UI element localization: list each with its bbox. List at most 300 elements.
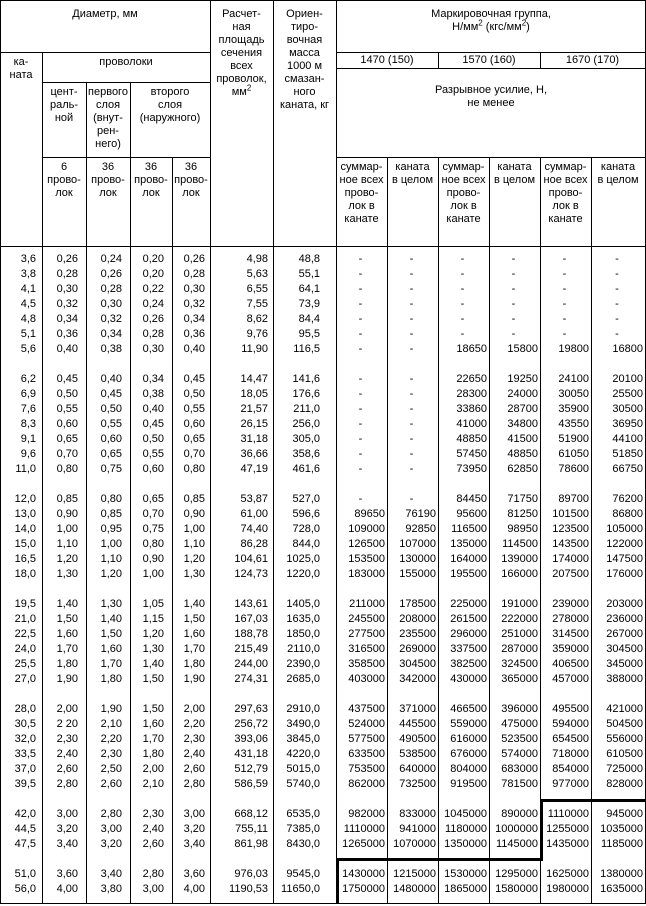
- table-cell: 256,0: [292, 418, 320, 430]
- table-cell: 208000: [399, 613, 436, 625]
- table-cell: 304500: [606, 643, 643, 655]
- table-cell: -: [562, 298, 567, 310]
- table-cell: 1185000: [600, 838, 643, 850]
- table-cell: -: [460, 268, 465, 280]
- table-cell: 1,30: [142, 643, 164, 655]
- table-cell: 5,6: [20, 343, 36, 355]
- table-cell: -: [409, 298, 414, 310]
- table-cell: 2 20: [56, 718, 78, 730]
- table-cell: 594000: [552, 718, 589, 730]
- table-cell: 2,40: [142, 823, 164, 835]
- header-wire-count: 36 прово- лок: [134, 161, 168, 199]
- table-cell: 21,57: [240, 403, 268, 415]
- table-cell: -: [358, 373, 363, 385]
- table-cell: 1070000: [393, 838, 436, 850]
- table-cell: 9545,0: [286, 868, 320, 880]
- table-cell: 0,34: [100, 328, 122, 340]
- table-cell: 559000: [450, 718, 487, 730]
- table-cell: 0,55: [56, 403, 78, 415]
- header-sum-all: суммар- ное всех прово- лок в канате: [441, 161, 486, 225]
- table-cell: 0,90: [183, 508, 205, 520]
- table-cell: 57450: [456, 448, 487, 460]
- table-cell: 0,36: [183, 328, 205, 340]
- table-cell: 919500: [450, 778, 487, 790]
- header-rule: [0, 52, 210, 53]
- table-cell: 725000: [606, 763, 643, 775]
- table-cell: 1435000: [546, 838, 589, 850]
- table-cell: 577500: [348, 733, 385, 745]
- table-cell: 0,90: [56, 508, 78, 520]
- table-cell: 267000: [606, 628, 643, 640]
- table-cell: 95600: [456, 508, 487, 520]
- table-cell: 18,0: [14, 568, 36, 580]
- table-cell: 382500: [450, 658, 487, 670]
- table-cell: 0,28: [142, 328, 164, 340]
- table-cell: 431,18: [234, 748, 268, 760]
- table-cell: -: [409, 328, 414, 340]
- header-wire-count: 36 прово- лок: [174, 161, 208, 199]
- table-cell: 0,28: [183, 268, 205, 280]
- table-cell: -: [358, 283, 363, 295]
- table-cell: 941000: [399, 823, 436, 835]
- table-cell: 574000: [501, 748, 538, 760]
- table-cell: 0,95: [100, 523, 122, 535]
- table-cell: 523500: [501, 733, 538, 745]
- table-cell: 44100: [612, 433, 643, 445]
- table-cell: 596,6: [292, 508, 320, 520]
- table-cell: -: [615, 268, 619, 280]
- table-cell: 1255000: [546, 823, 589, 835]
- table-cell: 78600: [558, 463, 589, 475]
- table-cell: 406500: [552, 658, 589, 670]
- table-cell: 0,22: [142, 283, 164, 295]
- table-cell: -: [358, 268, 363, 280]
- table-cell: 304500: [399, 658, 436, 670]
- table-cell: 1,00: [142, 568, 164, 580]
- header-rule: [336, 157, 646, 158]
- table-cell: -: [615, 298, 619, 310]
- table-cell: 176,6: [292, 388, 320, 400]
- table-cell: 504500: [606, 718, 643, 730]
- table-cell: 1180000: [444, 823, 487, 835]
- table-cell: 0,45: [142, 418, 164, 430]
- table-cell: 1750000: [342, 883, 385, 895]
- header-grade-1470: 1470 (150): [360, 54, 414, 66]
- table-cell: 0,75: [142, 523, 164, 535]
- table-cell: 0,50: [56, 388, 78, 400]
- table-cell: 2,60: [56, 763, 78, 775]
- table-cell: 24,0: [14, 643, 36, 655]
- table-cell: 1,50: [100, 628, 122, 640]
- table-cell: 683000: [501, 763, 538, 775]
- table-cell: 166000: [501, 568, 538, 580]
- table-cell: 982000: [348, 808, 385, 820]
- header-rule: [42, 157, 210, 158]
- table-cell: 9,1: [20, 433, 36, 445]
- table-cell: 396000: [501, 703, 538, 715]
- table-cell: 862000: [348, 778, 385, 790]
- table-cell: 0,75: [100, 463, 122, 475]
- table-cell: 640000: [399, 763, 436, 775]
- table-cell: 20100: [612, 373, 643, 385]
- table-cell: 2,20: [183, 718, 205, 730]
- table-cell: 0,30: [56, 283, 78, 295]
- table-cell: 316500: [348, 643, 385, 655]
- table-cell: 1530000: [444, 868, 487, 880]
- table-cell: 14,47: [240, 373, 268, 385]
- table-cell: -: [409, 418, 414, 430]
- table-cell: 610500: [606, 748, 643, 760]
- table-cell: 1,00: [56, 523, 78, 535]
- table-cell: 2,80: [142, 868, 164, 880]
- table-cell: 174000: [552, 553, 589, 565]
- table-cell: 1,90: [100, 703, 122, 715]
- table-cell: 66750: [612, 463, 643, 475]
- table-cell: 1220,0: [286, 568, 320, 580]
- header-first-layer: первого слоя (внут- рен- него): [88, 86, 128, 150]
- table-cell: 178500: [399, 598, 436, 610]
- table-cell: 1295000: [495, 868, 538, 880]
- table-cell: -: [460, 313, 465, 325]
- table-cell: 2910,0: [286, 703, 320, 715]
- table-cell: 586,59: [234, 778, 268, 790]
- table-cell: 4,1: [20, 283, 36, 295]
- table-cell: 3,6: [20, 253, 36, 265]
- table-cell: 6535,0: [286, 808, 320, 820]
- table-cell: 278000: [552, 613, 589, 625]
- table-cell: 143500: [552, 538, 589, 550]
- table-cell: 76200: [612, 493, 643, 505]
- table-cell: 30500: [612, 403, 643, 415]
- table-cell: 3,40: [183, 838, 205, 850]
- header-rope-whole: каната в целом: [493, 161, 536, 186]
- table-cell: -: [460, 328, 465, 340]
- table-cell: 490500: [399, 733, 436, 745]
- table-cell: 30,5: [14, 718, 36, 730]
- table-cell: 1635000: [600, 883, 643, 895]
- table-cell: 1,30: [56, 568, 78, 580]
- table-cell: 176000: [606, 568, 643, 580]
- table-cell: 0,26: [142, 313, 164, 325]
- table-cell: 15800: [507, 343, 538, 355]
- table-cell: 1265000: [342, 838, 385, 850]
- table-cell: 1,30: [183, 568, 205, 580]
- table-cell: 8430,0: [286, 838, 320, 850]
- table-cell: 211,0: [293, 403, 320, 415]
- header-wire-count: 36 прово- лок: [91, 161, 125, 199]
- table-cell: -: [409, 388, 414, 400]
- table-cell: 359000: [552, 643, 589, 655]
- table-cell: 109000: [348, 523, 385, 535]
- table-cell: 1,90: [183, 673, 205, 685]
- table-cell: 104,61: [234, 553, 268, 565]
- table-cell: 36,66: [240, 448, 268, 460]
- table-cell: 1430000: [342, 868, 385, 880]
- table-cell: 305,0: [292, 433, 320, 445]
- table-cell: 342000: [399, 673, 436, 685]
- table-cell: 0,24: [100, 253, 122, 265]
- table-cell: 0,40: [56, 343, 78, 355]
- table-cell: -: [358, 493, 363, 505]
- table-cell: 0,40: [183, 343, 205, 355]
- table-cell: 0,26: [183, 253, 205, 265]
- table-cell: 287000: [501, 643, 538, 655]
- table-cell: -: [409, 283, 414, 295]
- table-cell: 2,40: [183, 748, 205, 760]
- table-cell: 3,8: [20, 268, 36, 280]
- table-cell: 3,00: [100, 823, 122, 835]
- table-cell: 512,79: [234, 763, 268, 775]
- header-grade: Маркировочная группа, $Н/мм^2$ $(кгс/мм^2)$: [431, 8, 551, 33]
- table-cell: 47,19: [240, 463, 268, 475]
- table-cell: -: [511, 313, 516, 325]
- table-cell: 2,20: [100, 733, 122, 745]
- table-cell: 3,40: [56, 838, 78, 850]
- table-cell: 1,00: [100, 538, 122, 550]
- table-cell: 11,0: [15, 463, 36, 475]
- table-cell: 51900: [558, 433, 589, 445]
- table-cell: 207500: [552, 568, 589, 580]
- table-cell: -: [615, 328, 619, 340]
- table-cell: 445500: [399, 718, 436, 730]
- table-cell: 633500: [348, 748, 385, 760]
- table-cell: 195500: [450, 568, 487, 580]
- header-rule: [336, 52, 646, 53]
- table-cell: 616000: [450, 733, 487, 745]
- table-cell: 155000: [399, 568, 436, 580]
- table-cell: 0,34: [142, 373, 164, 385]
- header-rope-whole: каната в целом: [391, 161, 434, 186]
- table-cell: 114500: [502, 538, 538, 550]
- table-cell: 1,50: [183, 613, 205, 625]
- table-cell: 147500: [606, 553, 643, 565]
- table-cell: -: [511, 328, 516, 340]
- table-cell: 1,80: [100, 673, 122, 685]
- table-cell: 0,50: [183, 388, 205, 400]
- table-cell: 1,10: [56, 538, 78, 550]
- table-cell: -: [358, 463, 363, 475]
- table-cell: 1380000: [600, 868, 643, 880]
- table-cell: 30050: [558, 388, 589, 400]
- table-cell: 98950: [507, 523, 538, 535]
- table-cell: 0,34: [183, 313, 205, 325]
- table-cell: 0,26: [56, 253, 78, 265]
- table-cell: 153500: [348, 553, 385, 565]
- table-cell: -: [460, 253, 465, 265]
- table-cell: 345000: [606, 658, 643, 670]
- table-cell: 0,80: [142, 538, 164, 550]
- table-cell: 34800: [507, 418, 538, 430]
- table-cell: 0,85: [183, 493, 205, 505]
- table-cell: 32,0: [14, 733, 36, 745]
- table-cell: 126500: [348, 538, 385, 550]
- table-cell: 3,00: [142, 883, 164, 895]
- table-cell: 861,98: [234, 838, 268, 850]
- table-cell: -: [562, 283, 567, 295]
- table-cell: 0,85: [100, 508, 122, 520]
- table-cell: 358,6: [292, 448, 320, 460]
- table-cell: 1,60: [100, 643, 122, 655]
- header-bottom-rule: [0, 246, 646, 247]
- table-cell: 0,70: [183, 448, 205, 460]
- table-cell: 1215000: [393, 868, 436, 880]
- table-cell: 42,0: [14, 808, 36, 820]
- table-cell: 3,00: [183, 808, 205, 820]
- table-cell: -: [460, 298, 465, 310]
- table-cell: 33,5: [14, 748, 36, 760]
- table-cell: 1,90: [56, 673, 78, 685]
- table-cell: 2,60: [142, 838, 164, 850]
- table-cell: 1025,0: [286, 553, 320, 565]
- table-cell: 236000: [606, 613, 643, 625]
- table-cell: 107000: [399, 538, 436, 550]
- table-cell: 457000: [552, 673, 589, 685]
- table-cell: 84450: [456, 493, 487, 505]
- table-cell: 256,72: [234, 718, 268, 730]
- table-cell: 0,30: [183, 283, 205, 295]
- table-cell: 130000: [399, 553, 436, 565]
- highlight-outline: [540, 799, 645, 802]
- table-cell: 28300: [456, 388, 487, 400]
- table-cell: 0,65: [183, 433, 205, 445]
- table-cell: 35900: [558, 403, 589, 415]
- table-cell: 43550: [558, 418, 589, 430]
- table-cell: -: [615, 283, 619, 295]
- table-cell: 538500: [399, 748, 436, 760]
- table-cell: 297,63: [234, 703, 268, 715]
- table-cell: 6,2: [20, 373, 36, 385]
- table-cell: 1350000: [444, 838, 487, 850]
- table-cell: 358500: [348, 658, 385, 670]
- table-cell: 0,85: [56, 493, 78, 505]
- table-cell: -: [358, 343, 363, 355]
- table-cell: 2,60: [183, 763, 205, 775]
- table-cell: 0,32: [56, 298, 78, 310]
- table-cell: 21,0: [14, 613, 36, 625]
- header-rope-whole: каната в целом: [597, 161, 639, 186]
- table-cell: 3,80: [100, 883, 122, 895]
- table-cell: 18650: [456, 343, 487, 355]
- table-cell: 41000: [456, 418, 487, 430]
- table-cell: 1,70: [100, 658, 122, 670]
- table-cell: 122000: [606, 538, 643, 550]
- table-cell: 668,12: [234, 808, 268, 820]
- table-cell: 430000: [450, 673, 487, 685]
- table-cell: -: [409, 403, 414, 415]
- table-cell: 1,80: [142, 748, 164, 760]
- table-cell: -: [358, 328, 363, 340]
- table-cell: 64,1: [298, 283, 320, 295]
- table-cell: 1,40: [100, 613, 122, 625]
- table-cell: 0,70: [56, 448, 78, 460]
- table-cell: 244,00: [234, 658, 268, 670]
- header-rule: [42, 82, 210, 83]
- table-cell: 4,98: [246, 253, 268, 265]
- table-cell: 3490,0: [286, 718, 320, 730]
- table-cell: 19,5: [14, 598, 36, 610]
- table-cell: 833000: [399, 808, 436, 820]
- table-cell: 5015,0: [286, 763, 320, 775]
- table-cell: 2,60: [100, 778, 122, 790]
- table-cell: 1000000: [495, 823, 538, 835]
- table-cell: 1,70: [183, 643, 205, 655]
- table-cell: 3,20: [100, 838, 122, 850]
- table-cell: -: [358, 298, 363, 310]
- table-cell: 56,0: [14, 883, 36, 895]
- table-cell: 7,55: [246, 298, 268, 310]
- header-wire-count: 6 прово- лок: [47, 161, 81, 199]
- table-cell: 235500: [399, 628, 436, 640]
- header-wires: проволоки: [99, 56, 153, 68]
- table-cell: -: [358, 448, 363, 460]
- table-cell: 28,0: [14, 703, 36, 715]
- table-cell: 2,30: [100, 748, 122, 760]
- table-cell: 19800: [558, 343, 589, 355]
- table-cell: 47,5: [14, 838, 36, 850]
- table-cell: 781500: [501, 778, 538, 790]
- table-cell: 225000: [450, 598, 487, 610]
- table-cell: 0,80: [56, 463, 78, 475]
- table-cell: 0,65: [142, 493, 164, 505]
- table-cell: 0,30: [142, 343, 164, 355]
- table-cell: 2,80: [56, 778, 78, 790]
- table-cell: 1,70: [142, 733, 164, 745]
- header-grade-1670: 1670 (170): [565, 54, 620, 66]
- table-cell: 0,36: [56, 328, 78, 340]
- table-cell: 1,60: [56, 628, 78, 640]
- table-cell: 0,55: [142, 448, 164, 460]
- table-cell: -: [358, 418, 363, 430]
- table-cell: 1480000: [393, 883, 436, 895]
- table-cell: -: [358, 313, 363, 325]
- table-cell: 164000: [450, 553, 487, 565]
- header-rule: [336, 68, 646, 69]
- table-cell: 36950: [612, 418, 643, 430]
- table-cell: 1110000: [343, 823, 385, 835]
- table-cell: 81250: [507, 508, 538, 520]
- table-cell: 61050: [558, 448, 589, 460]
- table-cell: 314500: [552, 628, 589, 640]
- table-cell: 4,00: [56, 883, 78, 895]
- table-border-bottom: [0, 903, 646, 904]
- table-cell: 556000: [606, 733, 643, 745]
- table-cell: 6,55: [246, 283, 268, 295]
- table-cell: 976,03: [234, 868, 268, 880]
- table-cell: 203000: [606, 598, 643, 610]
- table-cell: 74,40: [240, 523, 268, 535]
- table-cell: 2,80: [183, 778, 205, 790]
- table-cell: 1,30: [100, 598, 122, 610]
- table-cell: 0,40: [100, 373, 122, 385]
- table-cell: 0,80: [183, 463, 205, 475]
- table-cell: 25,5: [14, 658, 36, 670]
- table-cell: 0,50: [100, 403, 122, 415]
- table-cell: 828000: [606, 778, 643, 790]
- table-cell: 143,61: [234, 598, 268, 610]
- table-cell: 71750: [507, 493, 538, 505]
- table-cell: 2,80: [100, 808, 122, 820]
- table-cell: 3,40: [100, 868, 122, 880]
- table-cell: 13,0: [14, 508, 36, 520]
- header-sum-all: суммар- ное всех прово- лок в канате: [543, 161, 588, 225]
- table-cell: 2390,0: [286, 658, 320, 670]
- table-cell: 86,28: [240, 538, 268, 550]
- table-cell: 854000: [552, 763, 589, 775]
- table-cell: 0,38: [100, 343, 122, 355]
- table-cell: 18,05: [240, 388, 268, 400]
- table-cell: 1865000: [444, 883, 487, 895]
- table-cell: -: [358, 433, 363, 445]
